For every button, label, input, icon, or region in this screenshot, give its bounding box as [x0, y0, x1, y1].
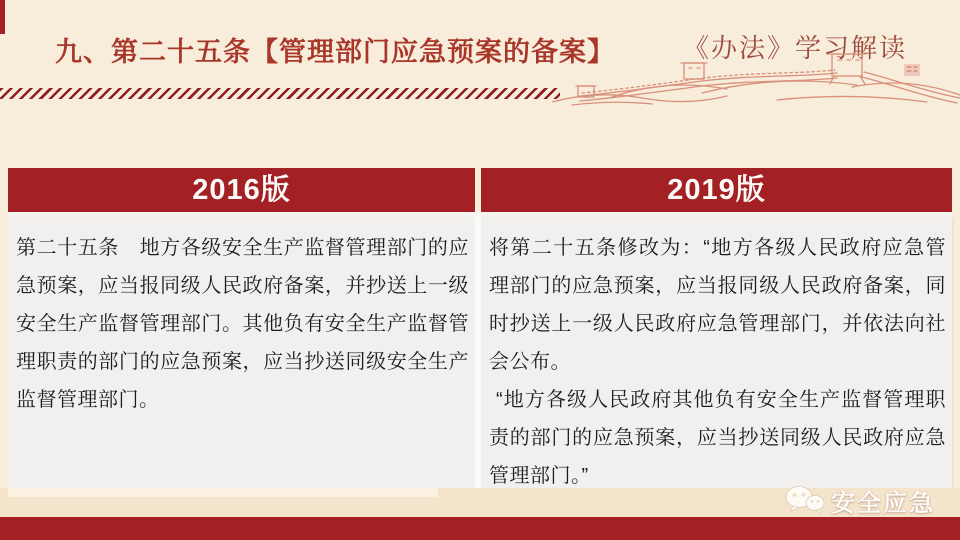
column-header-2019: 2019版: [481, 168, 952, 212]
corner-accent: [0, 0, 5, 34]
watermark-label: 安全应急: [831, 489, 935, 517]
paragraph-2019-1: 将第二十五条修改为：“地方各级人民政府应急管理部门的应急预案，应当报同级人民政府备案，同时抄送上一级人民政府应急管理部门，并依法向社会公布。: [489, 237, 946, 373]
bottom-red-bar: [0, 517, 960, 540]
great-wall-icon: [552, 50, 960, 112]
column-body-2019: [481, 217, 952, 488]
page-subtitle: 《办法》学习解读: [683, 34, 908, 63]
bottom-highlight: [8, 488, 438, 497]
column-divider: [475, 217, 481, 488]
page-title: 九、第二十五条【管理部门应急预案的备案】: [55, 37, 615, 67]
watermark: [785, 484, 935, 516]
column-header-2016: 2016版: [8, 168, 475, 212]
wechat-icon: [785, 485, 825, 515]
paragraph-2019-2: “地方各级人民政府其他负有安全生产监督管理职责的部门的应急预案，应当抄送同级人民政府应急管理部门。”: [489, 389, 946, 487]
column-body-2016: [8, 217, 475, 488]
hatched-divider: [0, 88, 560, 99]
paragraph-2016: 第二十五条 地方各级安全生产监督管理部门的应急预案，应当报同级人民政府备案，并抄送上一级安全生产监督管理部门。其他负有安全生产监督管理职责的部门的应急预案，应当抄送同级安全生产监督管理部门。: [16, 237, 469, 411]
seal-stamp-icon: [904, 64, 920, 76]
